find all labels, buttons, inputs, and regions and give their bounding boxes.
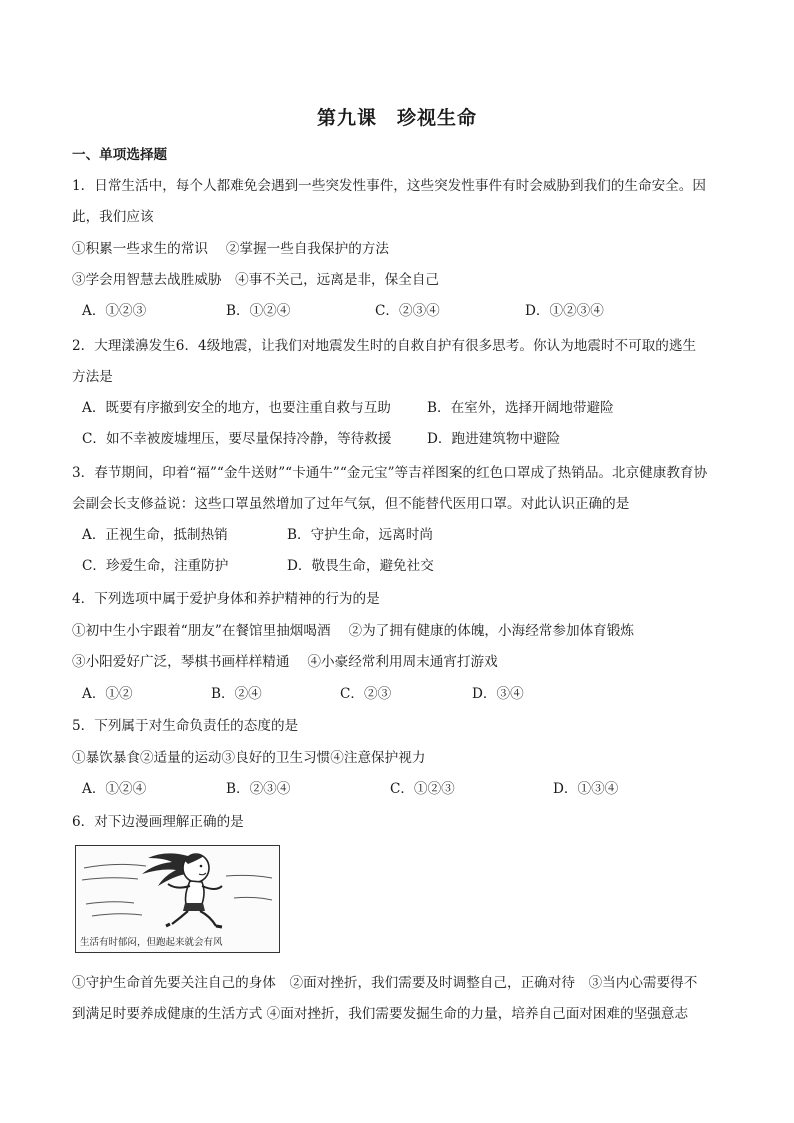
running-girl-cartoon	[75, 845, 280, 953]
q3-option-a: A．正视生命，抵制热销	[82, 527, 228, 543]
q2-option-d: D．跑进建筑物中避险	[427, 431, 561, 447]
q6-statements-line-2: 到满足时要养成健康的生活方式 ④面对挫折，我们需要发掘生命的力量，培养自己面对困难的坚强意志	[72, 1006, 689, 1022]
q5-option-a: A．①②④	[82, 781, 147, 797]
q5-option-c: C．①②③	[390, 781, 455, 797]
q1-option-d: D．①②③④	[525, 303, 604, 319]
q5-stem-line-1: 5．下列属于对生命负责任的态度的是	[72, 718, 299, 734]
q2-option-c: C．如不幸被废墟埋压，要尽量保持冷静，等待救援	[82, 431, 392, 447]
q3-stem-line-1: 3．春节期间，印着“福”“金牛送财”“卡通牛”“金元宝”等吉祥图案的红色口罩成了热销品。北京健康教育协	[72, 465, 708, 481]
q5-statements-line-1: ①暴饮暴食②适量的运动③良好的卫生习惯④注意保护视力	[72, 750, 426, 766]
q3-option-c: C．珍爱生命，注重防护	[82, 558, 229, 574]
q4-statements-line-2: ③小阳爱好广泛，琴棋书画样样精通 ④小豪经常利用周末通宵打游戏	[72, 654, 498, 670]
q4-option-c: C．②③	[340, 686, 392, 702]
q3-stem-line-2: 会副会长支修益说：这些口罩虽然增加了过年气氛，但不能替代医用口罩。对此认识正确的是	[72, 496, 630, 512]
q4-option-b: B．②④	[211, 686, 262, 702]
q4-statements-line-1: ①初中生小宇跟着“朋友”在餐馆里抽烟喝酒 ②为了拥有健康的体魄，小海经常参加体育锻炼	[72, 623, 634, 639]
q2-option-b: B．在室外，选择开阔地带避险	[427, 400, 614, 416]
running-girl-illustration	[76, 846, 278, 932]
q4-stem-line-1: 4．下列选项中属于爱护身体和养护精神的行为的是	[72, 591, 380, 607]
q4-option-a: A．①②	[82, 686, 133, 702]
q3-option-d: D．敬畏生命，避免社交	[287, 558, 434, 574]
q6-statements-line-1: ①守护生命首先要关注自己的身体 ②面对挫折，我们需要及时调整自己，正确对待 ③当内心需要得不	[72, 975, 698, 991]
q1-statements-line-1: ①积累一些求生的常识 ②掌握一些自我保护的方法	[72, 241, 389, 257]
q2-option-a: A．既要有序撤到安全的地方，也要注重自救与互助	[82, 400, 391, 416]
q1-stem-line-1: 1．日常生活中，每个人都难免会遇到一些突发性事件，这些突发性事件有时会威胁到我们的生命安全。因	[72, 178, 706, 194]
cartoon-caption: 生活有时郁闷，但跑起来就会有风	[80, 937, 223, 948]
q1-option-a: A．①②③	[82, 303, 147, 319]
q4-option-d: D．③④	[472, 686, 524, 702]
q3-option-b: B．守护生命，远离时尚	[287, 527, 433, 543]
q1-statements-line-2: ③学会用智慧去战胜威胁 ④事不关己，远离是非，保全自己	[72, 272, 440, 288]
q5-option-d: D．①③④	[553, 781, 619, 797]
q5-option-b: B．②③④	[226, 781, 291, 797]
q1-stem-line-2: 此，我们应该	[72, 209, 154, 225]
q1-option-c: C．②③④	[375, 303, 440, 319]
q6-stem-line-1: 6．对下边漫画理解正确的是	[72, 814, 244, 830]
q1-option-b: B．①②④	[226, 303, 291, 319]
q2-stem-line-2: 方法是	[72, 369, 113, 385]
lesson-title: 第九课 珍视生命	[316, 107, 477, 129]
section-heading: 一、单项选择题	[72, 147, 168, 163]
q2-stem-line-1: 2．大理漾濞发生6．4级地震，让我们对地震发生时的自救自护有很多思考。你认为地震时不可取的逃生	[72, 338, 697, 354]
